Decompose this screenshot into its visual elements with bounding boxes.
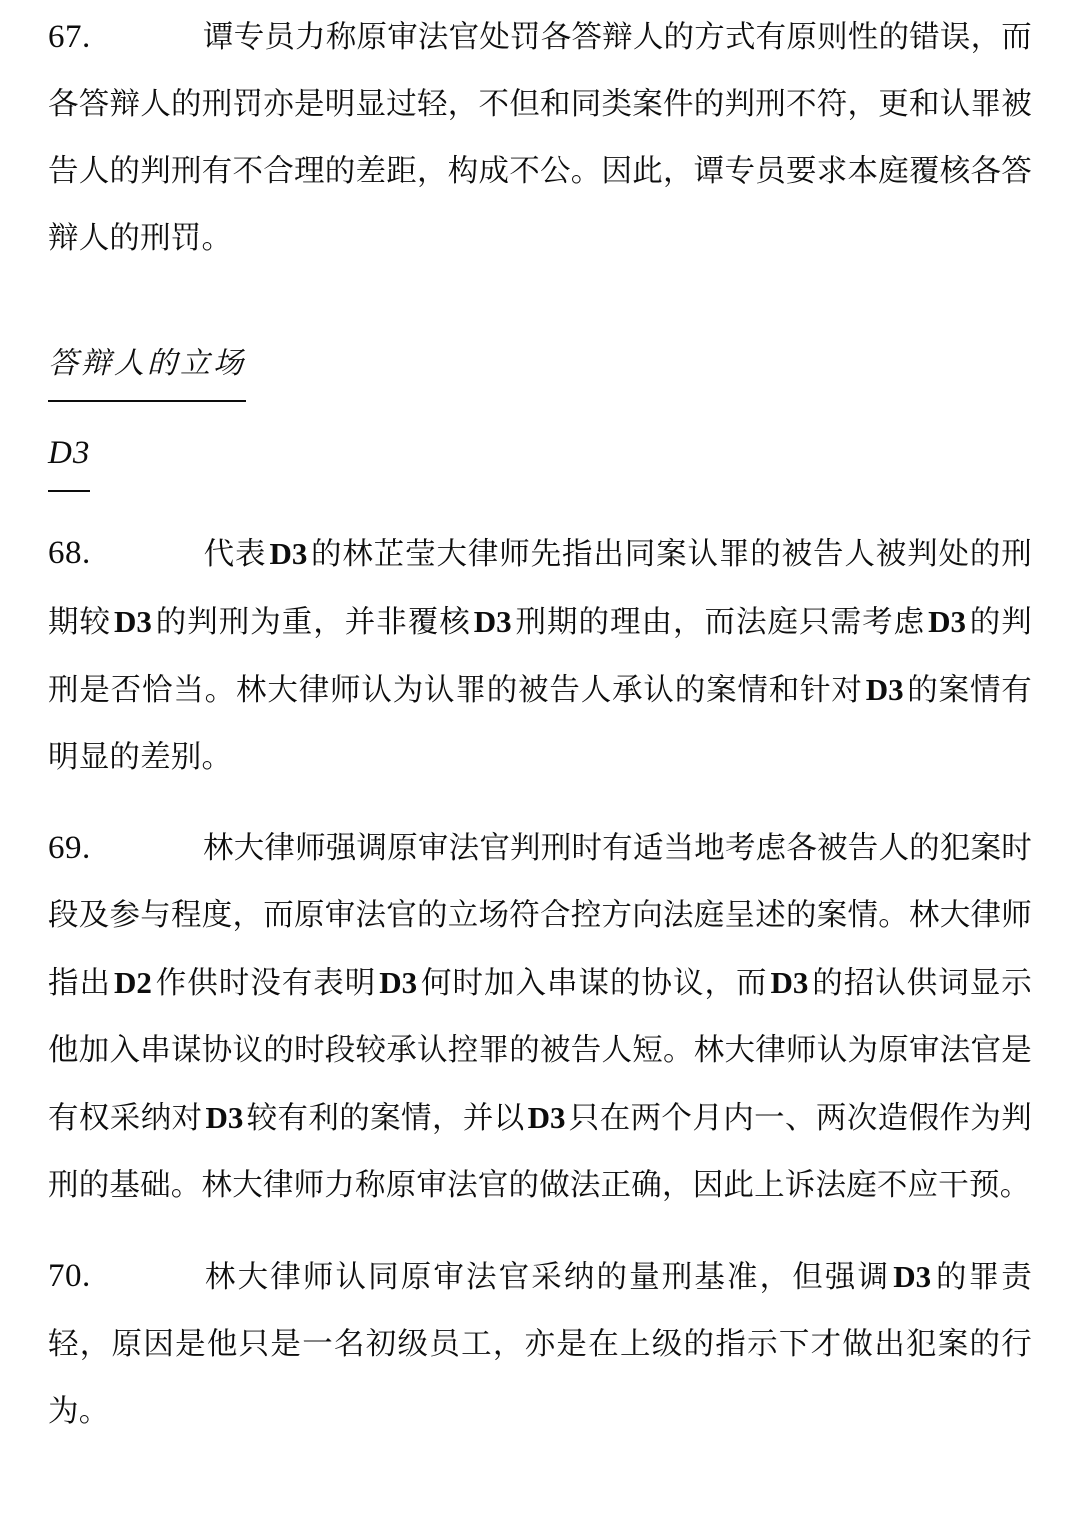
paragraph-number-68: 68. [48, 535, 91, 571]
section-heading-respondents-position [48, 330, 1032, 402]
latin-token: D3 [770, 965, 809, 1000]
paragraph-text-69: 林大律师强调原审法官判刑时有适当地考虑各被告人的犯案时段及参与程度，而原审法官的立场符合控方向法庭呈述的案情。林大律师指出D2作供时没有表明D3何时加入串谋的协议，而D3的招认供词显示他加入串谋协议的时段较承认控罪的被告人短。林大律师认为原审法官是有权采纳对D3较有利的案情，并以D3只在两个月内一、两次造假作为判刑的基础。林大律师力称原审法官的做法正确，因此上诉法庭不应干预。 [48, 831, 1032, 1203]
subsection-heading-label: D3 [48, 420, 90, 492]
subsection-heading-d3 [48, 420, 1032, 492]
spacer-after-section-heading [48, 402, 1032, 420]
paragraph-number-67: 67. [48, 19, 91, 55]
paragraph-text-67: 谭专员力称原审法官处罚各答辩人的方式有原则性的错误，而各答辩人的刑罚亦是明显过轻，不但和同类案件的判刑不符，更和认罪被告人的判刑有不合理的差距，构成不公。因此，谭专员要求本庭覆核各答辩人的刑罚。 [48, 20, 1032, 256]
paragraph-68 [48, 520, 1032, 791]
paragraph-69 [48, 815, 1032, 1219]
paragraph-70 [48, 1243, 1032, 1445]
latin-token: D3 [893, 1259, 932, 1294]
section-heading-label: 答辩人的立场 [48, 330, 246, 402]
latin-token: D3 [865, 672, 904, 707]
spacer-before-section-heading [48, 296, 1032, 330]
latin-token: D3 [527, 1100, 566, 1135]
latin-token: D3 [114, 604, 152, 639]
latin-token: D3 [269, 536, 308, 571]
latin-token: D3 [379, 965, 418, 1000]
paragraph-number-70: 70. [48, 1258, 91, 1294]
page-content [48, 4, 1032, 1469]
latin-token: D2 [114, 965, 152, 1000]
latin-token: D3 [473, 604, 512, 639]
paragraph-number-69: 69. [48, 830, 91, 866]
spacer-after-subsection-heading [48, 492, 1032, 520]
paragraph-text-70: 林大律师认同原审法官采纳的量刑基准，但强调D3的罪责轻，原因是他只是一名初级员工，亦是在上级的指示下才做出犯案的行为。 [48, 1259, 1032, 1429]
latin-token: D3 [928, 604, 966, 639]
paragraph-67 [48, 4, 1032, 272]
paragraph-text-68: 代表D3的林芷莹大律师先指出同案认罪的被告人被判处的刑期较D3的判刑为重，并非覆核D3刑期的理由，而法庭只需考虑D3的判刑是否恰当。林大律师认为认罪的被告人承认的案情和针对D3的案情有明显的差别。 [48, 536, 1032, 775]
latin-token: D3 [205, 1100, 244, 1135]
